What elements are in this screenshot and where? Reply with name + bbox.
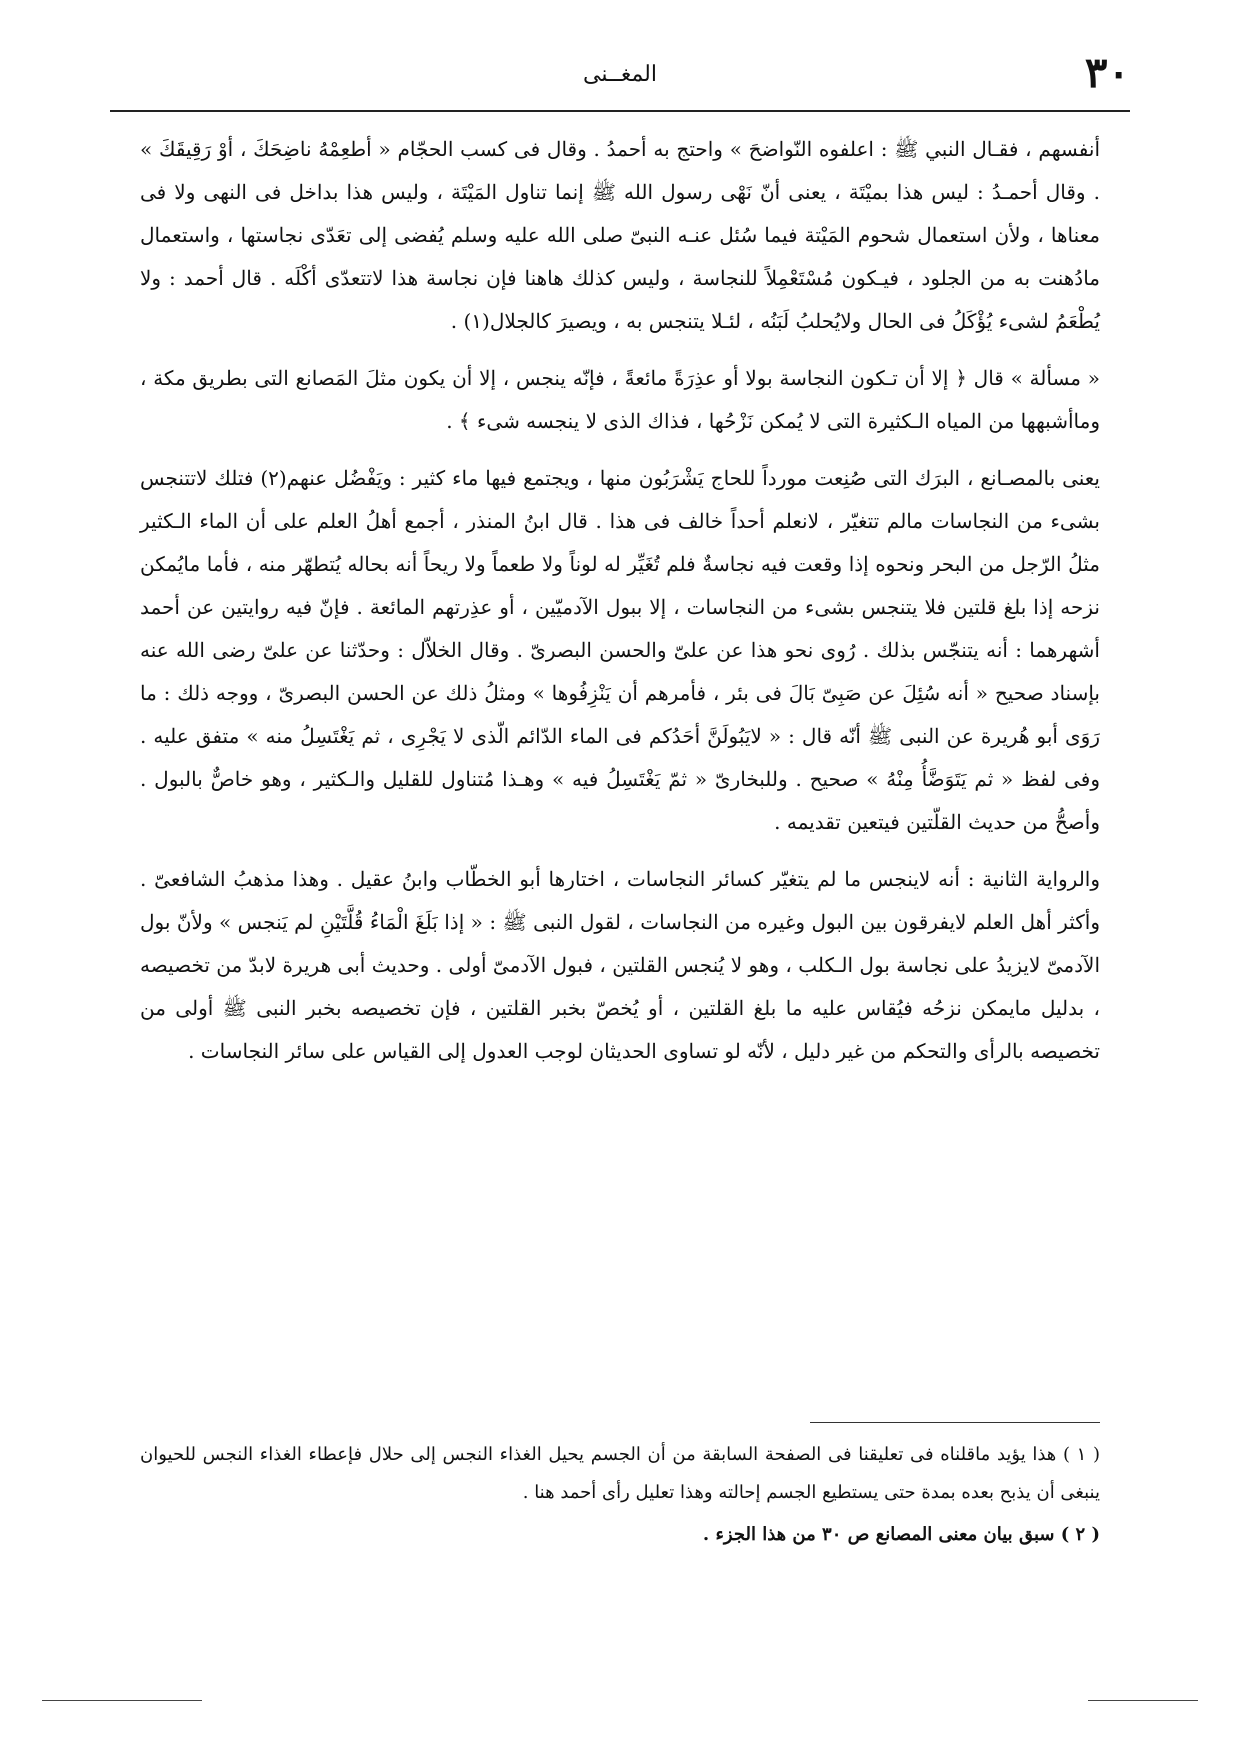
paragraph: أنفسهم ، فقـال النبي ﷺ : اعلفوه النّواضحَ » واحتج به أحمدُ . وقال فى كسب الحجّام « أطعِمْهُ ناضِحَكَ ، أوْ رَقِيقَكَ » . وقال أحمـدُ : ليس هذا بميْتَة ، يعنى أنّ نَهْى رسول الله ﷺ إنما تناول المَيْتَة ، وليس هذا بداخل فى النهى ولا فى معناها ، ولأن استعمال شحوم المَيْتة فيما سُئل عنـه النبىّ صلى الله عليه وسلم يُفضى إلى تعَدّى نجاستها ، واستعمال مادُهنت به من الجلود ، فيـكون مُسْتَعْمِلاً للنجاسة ، وليس كذلك هاهنا فإن نجاسة هذا لاتتعدّى أكْلَه . قال أحمد : ولا يُطْعَمُ لشىء يُؤْكَلُ فى الحال ولايُحلبُ لَبَنُه ، لئـلا يتنجس به ، ويصيرَ كالجلال(١) . xyxy=(140,137,1100,333)
paragraph: يعنى بالمصـانع ، البرَك التى صُنِعت مورداً للحاج يَشْرَبُون منها ، ويجتمع فيها ماء كثير : ويَفْضُل عنهم(٢) فتلك لاتتنجس بشىء من النجاسات مالم تتغيّر ، لانعلم أحداً خالف فى هذا . قال ابنُ المنذر ، أجمع أهلُ العلم على أن الماء الـكثير مثلُ الرّجل من البحر ونحوه إذا وقعت فيه نجاسةٌ فلم تُغَيِّر له لوناً ولا طعماً ولا ريحاً أنه بحاله يُتطهّر منه ، فأما مايُمكن نزحه إذا بلغ قلتين فلا يتنجس بشىء من النجاسات ، إلا ببول الآدميّين ، أو عذِرتهم المائعة . فإنّ فيه روايتين عن أحمد أشهرهما : أنه يتنجّس بذلك . رُوى نحو هذا عن علىّ والحسن البصرىّ . وقال الخلاّل : وحدّثنا عن علىّ رضى الله عنه بإسناد صحيح « أنه سُئِلَ عن صَبِىّ بَالَ فى بئر ، فأمرهم أن يَنْزِفُوها » ومثلُ ذلك عن الحسن البصرىّ ، ووجه ذلك : ما رَوَى أبو هُريرة عن النبى ﷺ أنّه قال : « لايَبُولَنَّ أحَدُكم فى الماء الدّائم الّذى لا يَجْرِى ، ثم يَغْتَسِلُ منه » متفق عليه . وفى لفظ « ثم يَتَوَضَّأُ مِنْهُ » صحيح . وللبخارىّ « ثمّ يَغْتَسِلُ فيه » وهـذا مُتناول للقليل والـكثير ، وهو خاصٌّ بالبول . وأصحُّ من حديث القلّتين فيتعين تقديمه . xyxy=(140,466,1100,834)
header-rule xyxy=(110,110,1130,112)
bottom-rule-left xyxy=(42,1700,202,1701)
paragraph: والرواية الثانية : أنه لاينجس ما لم يتغيّر كسائر النجاسات ، اختارها أبو الخطّاب وابنُ عقيل . وهذا مذهبُ الشافعىّ . وأكثر أهل العلم لايفرقون بين البول وغيره من النجاسات ، لقول النبى ﷺ : « إذا بَلَغَ الْمَاءُ قُلَّتَيْنِ لم يَنجس » ولأنّ بول الآدمىّ لايزيدُ على نجاسة بول الـكلب ، وهو لا يُنجس القلتين ، فبول الآدمىّ أولى . وحديث أبى هريرة لابدّ من تخصيصه ، بدليل مايمكن نزحُه فيُقاس عليه ما بلغ القلتين ، أو يُخصّ بخبر القلتين ، فإن تخصيصه بخبر النبى ﷺ أولى من تخصيصه بالرأى والتحكم من غير دليل ، لأنّه لو تساوى الحديثان لوجب العدول إلى القياس على سائر النجاسات . xyxy=(140,867,1100,1063)
footnote-rule xyxy=(810,1422,1100,1423)
page-number: ٣٠ xyxy=(1084,48,1130,97)
bottom-rule-right xyxy=(1088,1700,1198,1701)
footnote-2: ( ٢ ) سبق بيان معنى المصانع ص ٣٠ من هذا الجزء . xyxy=(702,1524,1100,1545)
page-header xyxy=(110,48,1130,106)
paragraph: « مسألة » قال ﴿ إلا أن تـكون النجاسة بولا أو عذِرَةً مائعةً ، فإنّه ينجس ، إلا أن يكون مثلَ المَصانع التى بطريق مكة ، وماأشبهها من المياه الـكثيرة التى لا يُمكن نَزْحُها ، فذاك الذى لا ينجسه شىء ﴾ . xyxy=(140,366,1100,433)
footnotes xyxy=(140,1436,1100,1558)
footnote-1: ( ١ ) هذا يؤيد ماقلناه فى تعليقنا فى الصفحة السابقة من أن الجسم يحيل الغذاء النجس إلى حلال فإعطاء الغذاء النجس للحيوان ينبغى أن يذبح بعده بمدة حتى يستطيع الجسم إحالته وهذا تعليل رأى أحمد هنا . xyxy=(140,1444,1100,1503)
main-text xyxy=(140,128,1100,1087)
running-title: المغــنى xyxy=(582,62,657,87)
